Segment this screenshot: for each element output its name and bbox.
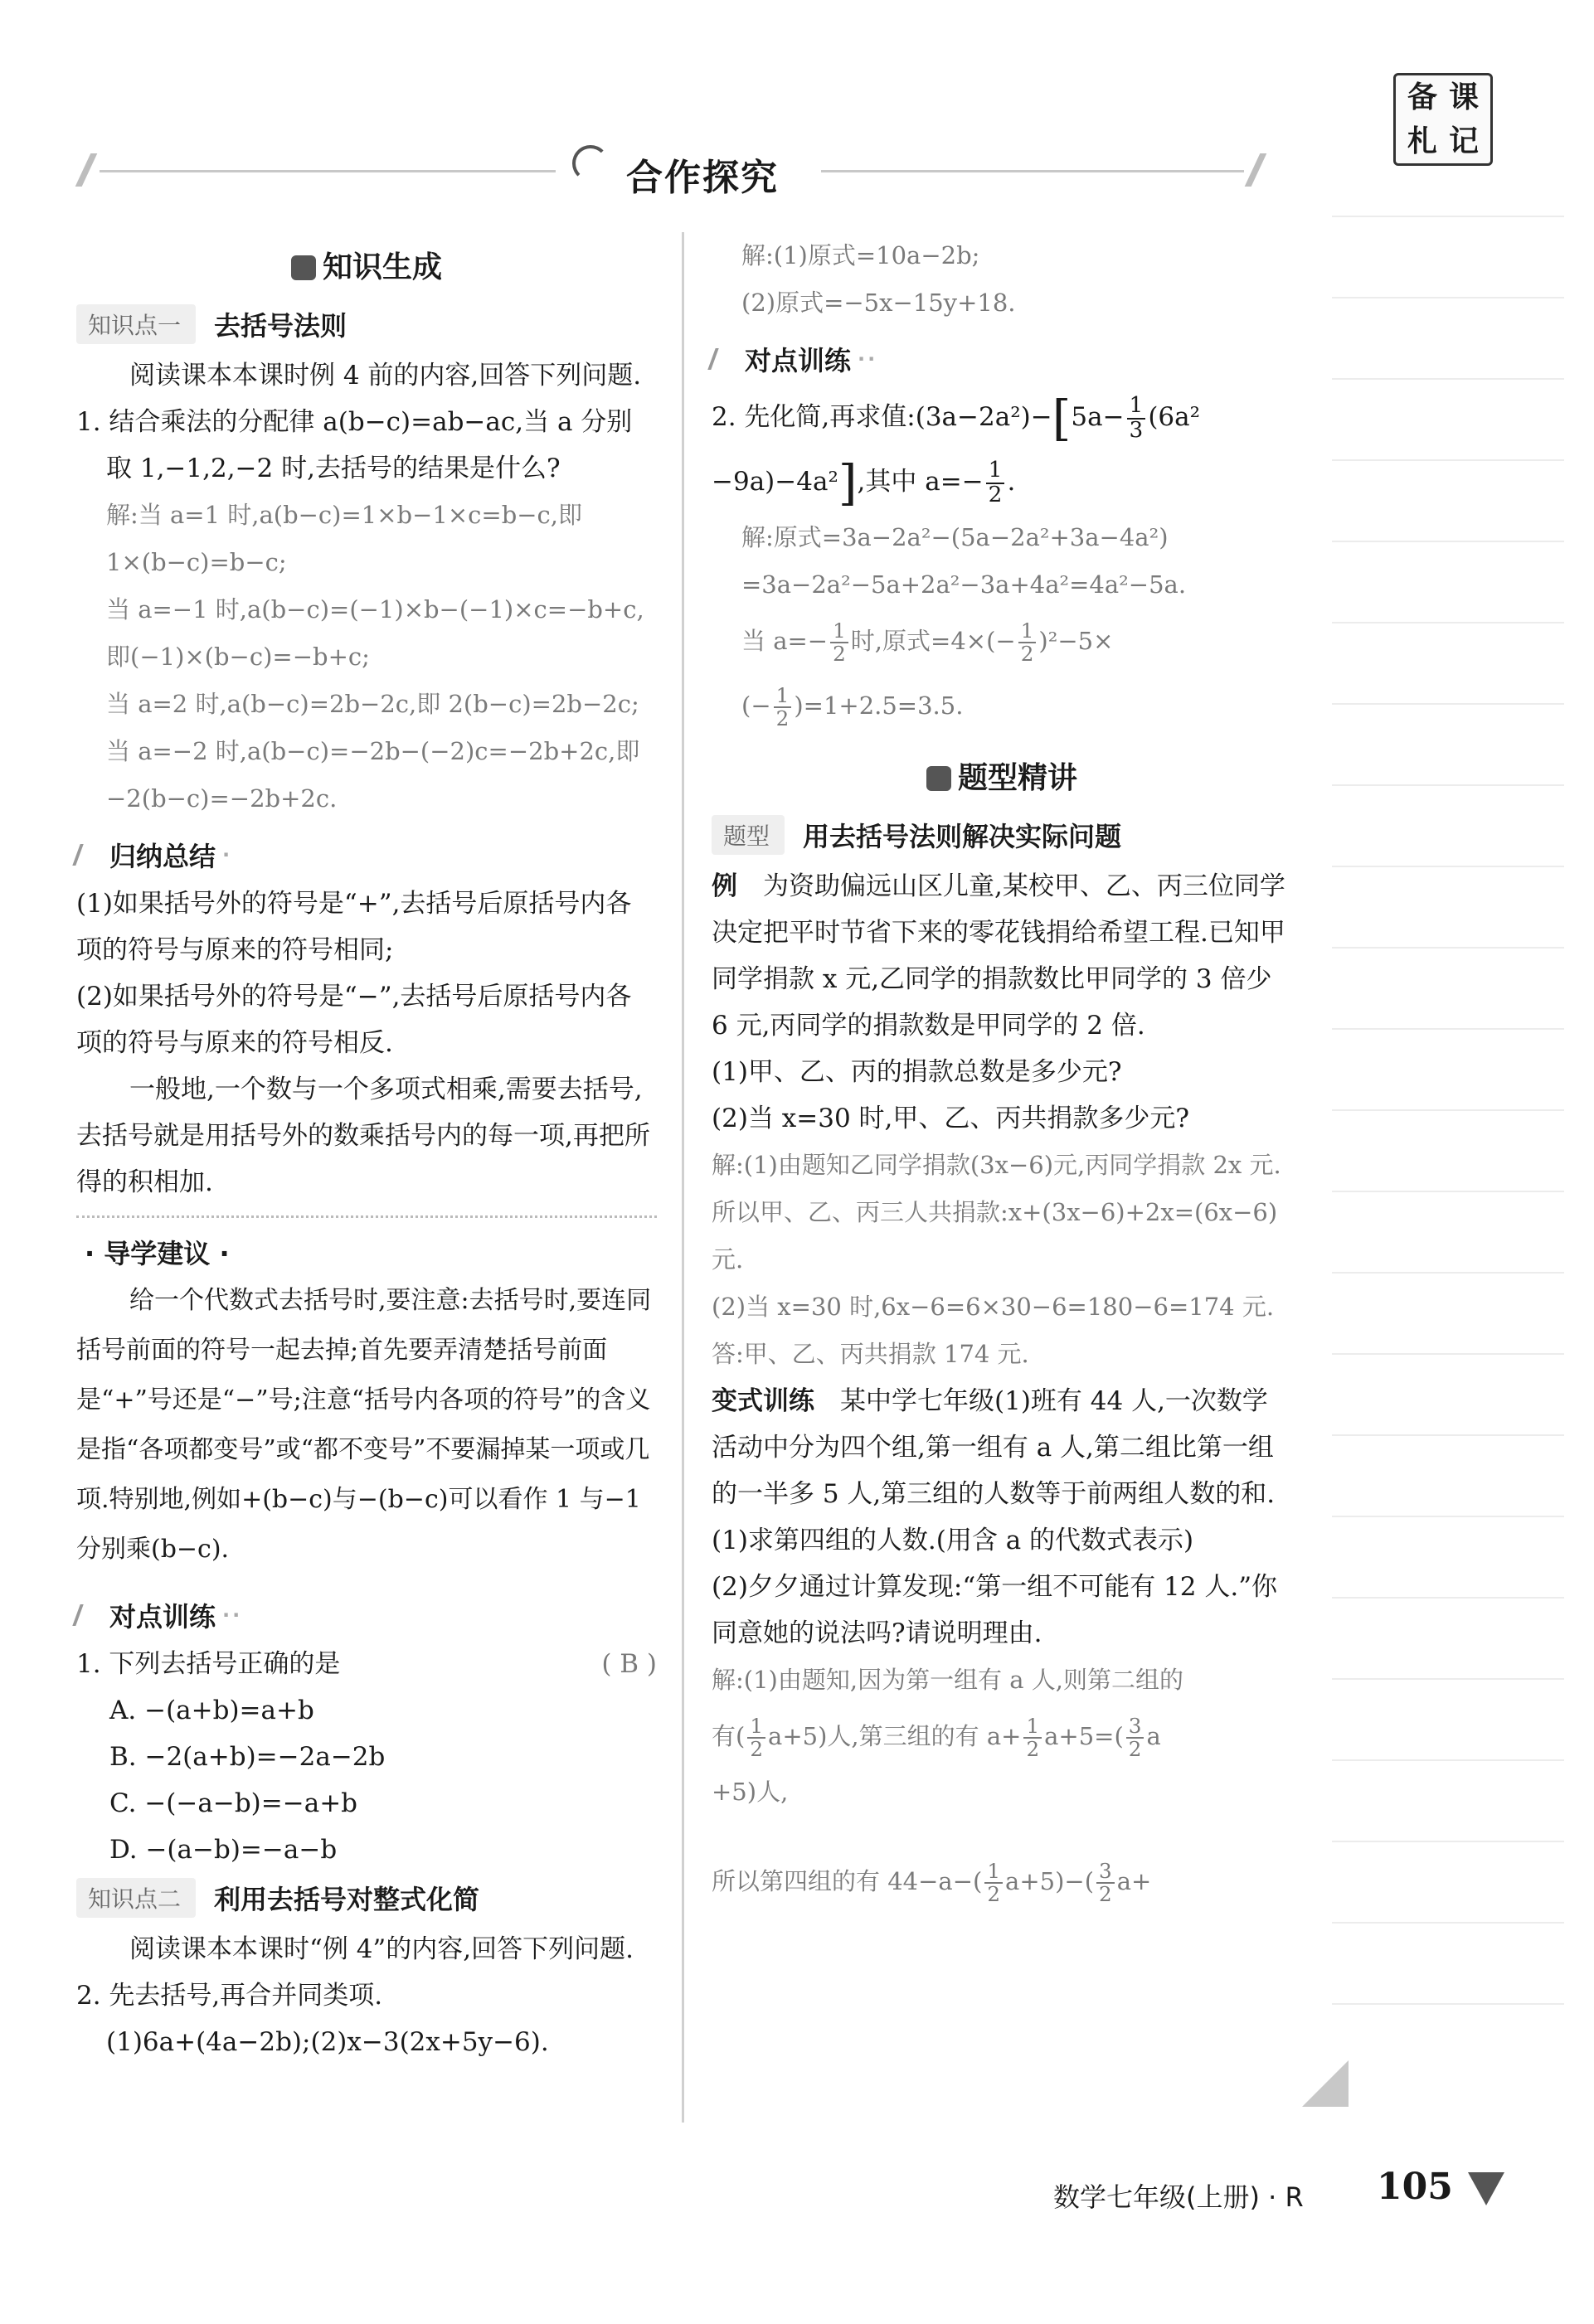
- section-title: 知识生成: [76, 244, 657, 286]
- answer-line: 解:(1)原式=10a−2b;: [741, 241, 980, 269]
- book-icon: [291, 255, 316, 280]
- book-icon: [926, 766, 951, 791]
- example-q2: (2)当 x=30 时,甲、乙、丙共捐款多少元?: [712, 1104, 1189, 1133]
- page-number: 105: [1377, 2166, 1453, 2208]
- variant-q1: (1)求第四组的人数.(用含 a 的代数式表示): [712, 1526, 1194, 1555]
- type-heading: [712, 815, 1292, 855]
- summary-heading: 归纳总结 ·: [76, 836, 657, 874]
- answer-line: 当 a=−1 时,a(b−c)=(−1)×b−(−1)×c=−b+c,即(−1)×(b−c)=−b+c;: [106, 595, 644, 671]
- intro-text: 阅读课本本课时例 4 前的内容,回答下列问题.: [129, 361, 642, 391]
- pen-icon: [707, 348, 740, 370]
- answer-line: 所以第四组的有 44−a−( $\frac{1}{2}$ a+5)−( $\frac{3}{2}$ a+: [712, 1859, 1152, 1906]
- summary-item: (1)如果括号外的符号是“+”,去括号后原括号内各项的符号与原来的符号相同;: [76, 889, 632, 965]
- pen-icon: [72, 1604, 104, 1626]
- book-title: 数学七年级(上册) · R: [1053, 2181, 1304, 2213]
- answer-line: 有( $\frac{1}{2}$ a+5)人,第三组的有 a+ $\frac{1}{2}$ a+5=( $\frac{3}{2}$ a: [712, 1714, 1161, 1761]
- answer-line: 当 a=2 时,a(b−c)=2b−2c,即 2(b−c)=2b−2c;: [106, 690, 639, 718]
- drill-heading: 对点训练 ··: [76, 1596, 657, 1634]
- question-1: 1. 结合乘法的分配律 a(b−c)=ab−ac,当 a 分别取 1,−1,2,−2 时,去括号的结果是什么?: [76, 407, 633, 483]
- drill-answer: ( B ): [601, 1649, 657, 1679]
- kp-name: 去括号法则: [214, 310, 347, 342]
- advice-heading: · 导学建议 ·: [85, 1238, 230, 1269]
- badge-char: 备: [1407, 80, 1437, 114]
- example-q1: (1)甲、乙、丙的捐款总数是多少元?: [712, 1057, 1122, 1087]
- advice-text: 给一个代数式去括号时,要注意:去括号时,要连同括号前面的符号一起去掉;首先要弄清楚括号前面是“+”号还是“−”号;注意“括号内各项的符号”的含义是指“各项都变号”或“都不变号”不要漏掉某一项或几项.特别地,例如+(b−c)与−(b−c)可以看作 1 与−1 分别乘(b−c).: [76, 1286, 652, 1564]
- header-slash-left: [75, 153, 98, 187]
- answer-line: 答:甲、乙、丙共捐款 174 元.: [712, 1340, 1029, 1368]
- header-rule-left: [100, 170, 556, 172]
- answer-line: 解:当 a=1 时,a(b−c)=1×b−1×c=b−c,即 1×(b−c)=b−c;: [106, 501, 583, 576]
- badge-char: 记: [1448, 124, 1479, 158]
- question-2-body: (1)6a+(4a−2b);(2)x−3(2x+5y−6).: [106, 2027, 549, 2057]
- arrow-icon: [1468, 2172, 1504, 2205]
- knowledge-point-2: [76, 1878, 657, 1918]
- header-slash-right: [1245, 153, 1267, 187]
- drill-question: 1. 下列去括号正确的是 ( B ): [76, 1641, 657, 1687]
- section-arc-icon: [572, 145, 609, 182]
- type-name: 用去括号法则解决实际问题: [803, 821, 1122, 852]
- drill-question-2-cont: −9a)−4a²],其中 a=− $\frac{1}{2}$ .: [712, 454, 1016, 512]
- answer-line: 解:(1)由题知,因为第一组有 a 人,则第二组的: [712, 1666, 1184, 1694]
- badge-char: 札: [1407, 124, 1437, 158]
- answer-line: 解:原式=3a−2a²−(5a−2a²+3a−4a²): [741, 523, 1169, 551]
- answer-line: (− $\frac{1}{2}$ )=1+2.5=3.5.: [741, 683, 964, 730]
- header-rule-right: [821, 170, 1244, 172]
- kp-tag: 知识点二: [76, 1878, 196, 1918]
- left-column: [76, 232, 657, 2065]
- corner-decoration: [1302, 2060, 1349, 2107]
- kp-tag: 知识点一: [76, 304, 196, 344]
- badge-char: 课: [1448, 80, 1479, 114]
- intro-text: 阅读课本本课时“例 4”的内容,回答下列问题.: [129, 1934, 634, 1964]
- answer-line: 当 a=− $\frac{1}{2}$ 时,原式=4×(− $\frac{1}{2}$ )²−5×: [741, 619, 1114, 666]
- question-2: 2. 先去括号,再合并同类项.: [76, 1981, 383, 2011]
- option: B. −2(a+b)=−2a−2b: [109, 1742, 386, 1772]
- kp-name: 利用去括号对整式化简: [214, 1884, 480, 1915]
- answer-line: +5)人,: [712, 1778, 789, 1806]
- option: A. −(a+b)=a+b: [109, 1696, 314, 1725]
- drill-heading: 对点训练 ··: [712, 340, 1292, 378]
- answer-line: (2)当 x=30 时,6x−6=6×30−6=180−6=174 元.: [712, 1293, 1275, 1321]
- option: D. −(a−b)=−a−b: [109, 1835, 338, 1865]
- section-title: 题型精讲: [712, 754, 1292, 797]
- answer-line: (2)原式=−5x−15y+18.: [741, 289, 1016, 317]
- drill-question-2: 2. 先化简,再求值:(3a−2a²)−[5a− $\frac{1}{3}$ (6a²: [712, 390, 1201, 447]
- answer-line: 当 a=−2 时,a(b−c)=−2b−(−2)c=−2b+2c,即−2(b−c)=−2b+2c.: [106, 737, 640, 813]
- summary-paragraph: 一般地,一个数与一个多项式相乘,需要去括号,去括号就是用括号外的数乘括号内的每一项,再把所得的积相加.: [76, 1075, 650, 1197]
- type-tag: 题型: [712, 815, 785, 855]
- page-title: 合作探究: [626, 157, 779, 199]
- knowledge-point-1: [76, 304, 657, 344]
- dotted-divider: [76, 1215, 657, 1218]
- answer-line: =3a−2a²−5a+2a²−3a+4a²=4a²−5a.: [741, 570, 1187, 599]
- right-column: [712, 232, 1292, 1914]
- answer-line: 解:(1)由题知乙同学捐款(3x−6)元,丙同学捐款 2x 元.所以甲、乙、丙三人共捐款:x+(3x−6)+2x=(6x−6)元.: [712, 1151, 1281, 1274]
- column-divider: [682, 232, 684, 2123]
- summary-item: (2)如果括号外的符号是“−”,去括号后原括号内各项的符号与原来的符号相反.: [76, 982, 632, 1058]
- example: 例 为资助偏远山区儿童,某校甲、乙、丙三位同学决定把平时节省下来的零花钱捐给希望工程.已知甲同学捐款 x 元,乙同学的捐款数比甲同学的 3 倍少 6 元,丙同学的捐款数是甲同学的 2 倍.: [712, 871, 1285, 1041]
- notes-badge: [1393, 73, 1493, 166]
- option: C. −(−a−b)=−a+b: [109, 1788, 358, 1818]
- pen-icon: [72, 844, 104, 866]
- variant-problem: 变式训练 某中学七年级(1)班有 44 人,一次数学活动中分为四个组,第一组有 a 人,第二组比第一组的一半多 5 人,第三组的人数等于前两组人数的和.: [712, 1386, 1276, 1509]
- variant-q2: (2)夕夕通过计算发现:“第一组不可能有 12 人.”你同意她的说法吗?请说明理由.: [712, 1572, 1278, 1648]
- notes-lines: [1332, 216, 1564, 2084]
